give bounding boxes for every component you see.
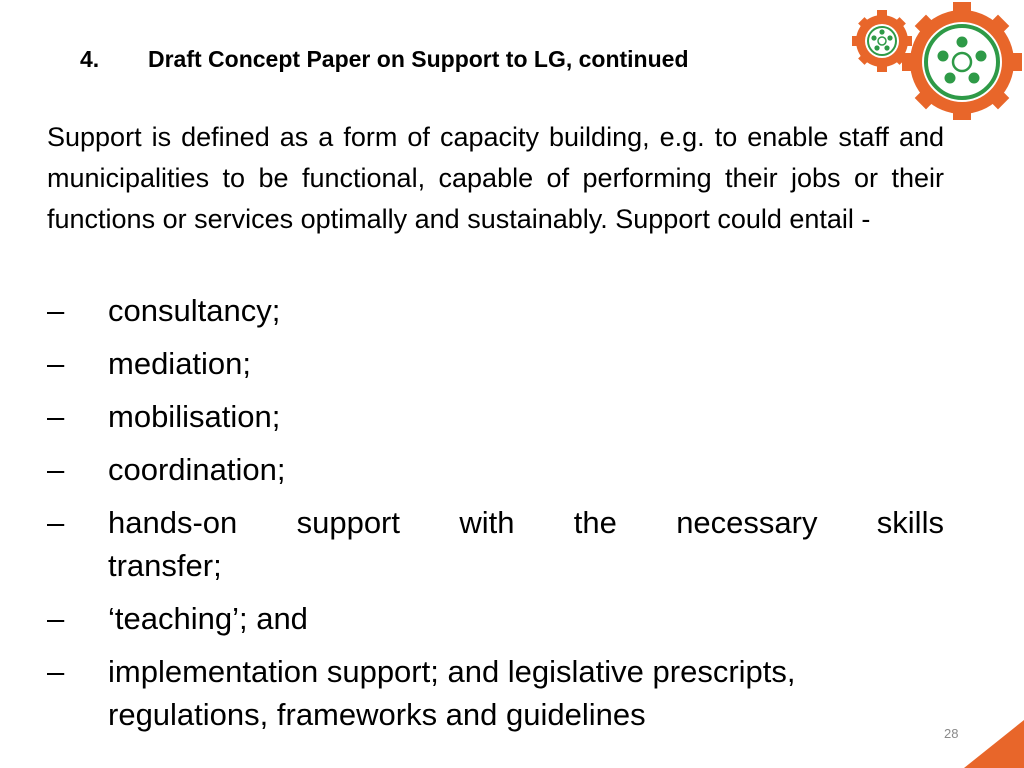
bullet-dash: – xyxy=(47,346,65,381)
list-item xyxy=(47,342,944,385)
list-item xyxy=(47,597,944,640)
bullet-dash: – xyxy=(47,601,65,636)
list-item xyxy=(47,395,944,438)
list-item xyxy=(47,501,944,587)
bullet-word: support xyxy=(296,505,400,540)
bullet-text-line: transfer; xyxy=(108,548,222,583)
list-item xyxy=(47,289,944,332)
list-item xyxy=(47,448,944,491)
bullet-text: ‘teaching’; and xyxy=(108,601,308,636)
bullet-text: consultancy; xyxy=(108,293,281,328)
bullet-text: implementation support; and legislative prescripts, regulations, frameworks and guidelines xyxy=(108,654,796,732)
list-item xyxy=(47,650,944,736)
slide-title xyxy=(80,46,689,73)
gears-logo-icon xyxy=(852,2,1024,120)
intro-paragraph: Support is defined as a form of capacity building, e.g. to enable staff and municipalities to be functional, capable of performing their jobs or their functions or services optimally and sustainably. Support could entail - xyxy=(47,122,944,234)
bullet-word: with xyxy=(459,505,515,540)
large-gear-icon xyxy=(902,2,1022,120)
bullet-word: hands-on xyxy=(108,505,238,540)
bullet-text xyxy=(108,501,944,587)
bullet-dash: – xyxy=(47,452,65,487)
bullet-word: the xyxy=(573,505,617,540)
bullet-text: mediation; xyxy=(108,346,252,381)
bullet-text: coordination; xyxy=(108,452,286,487)
title-number: 4. xyxy=(80,46,100,72)
bullet-text: mobilisation; xyxy=(108,399,281,434)
bullet-dash: – xyxy=(47,399,65,434)
bullet-dash: – xyxy=(47,293,65,328)
bullet-word: necessary xyxy=(676,505,818,540)
page-number: 28 xyxy=(944,726,959,741)
title-text: Draft Concept Paper on Support to LG, continued xyxy=(148,46,689,72)
corner-decoration-icon xyxy=(956,720,1024,768)
bullet-dash: – xyxy=(47,654,65,689)
bullet-word: skills xyxy=(876,505,944,540)
bullet-text-line xyxy=(108,501,944,544)
bullet-dash: – xyxy=(47,505,65,540)
bullet-list xyxy=(47,289,944,746)
